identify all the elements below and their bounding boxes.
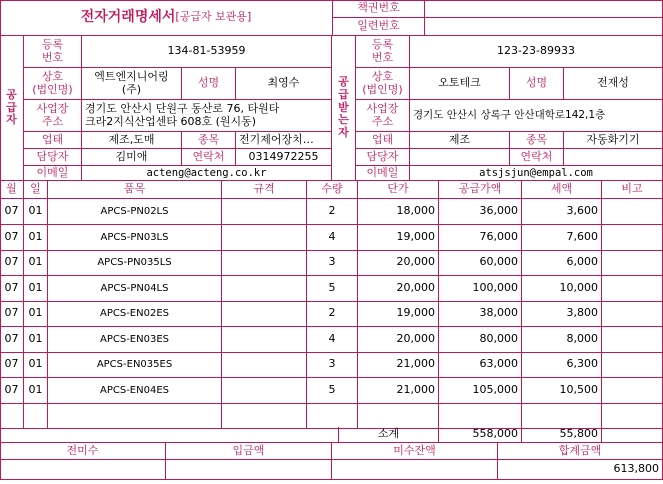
cell-month: 07 bbox=[0, 378, 24, 404]
receiver-biztype: 제조 bbox=[410, 132, 510, 149]
header-spec: 규격 bbox=[222, 181, 307, 199]
cell-spec bbox=[222, 250, 307, 276]
header-supply-amount: 공급가액 bbox=[439, 181, 522, 199]
cell-day: 01 bbox=[24, 199, 48, 225]
cell-unit-price bbox=[358, 403, 439, 429]
cell-item: APCS-EN035ES bbox=[48, 352, 222, 378]
cell-supply-amount: 105,000 bbox=[439, 378, 522, 404]
supplier-side-label: 공 급 자 bbox=[0, 36, 24, 181]
cell-day: 01 bbox=[24, 327, 48, 353]
receiver-address-label: 사업장 주소 bbox=[356, 100, 410, 132]
cell-item: APCS-PN03LS bbox=[48, 225, 222, 251]
supplier-email-label: 이메일 bbox=[24, 166, 82, 181]
supplier-name: 최영수 bbox=[236, 68, 332, 100]
cell-tax: 6,000 bbox=[522, 250, 602, 276]
cell-qty: 2 bbox=[307, 301, 358, 327]
serial-no-value bbox=[425, 18, 663, 36]
supplier-manager-label: 담당자 bbox=[24, 149, 82, 166]
receiver-bizitem: 자동화기기 bbox=[564, 132, 663, 149]
subtotal-supply: 558,000 bbox=[439, 427, 522, 443]
cell-note bbox=[602, 199, 663, 225]
supplier-manager: 김미애 bbox=[82, 149, 182, 166]
total-value: 613,800 bbox=[498, 460, 663, 480]
receiver-biztype-label: 업태 bbox=[356, 132, 410, 149]
cell-tax: 7,600 bbox=[522, 225, 602, 251]
cell-spec bbox=[222, 352, 307, 378]
receiver-regno: 123-23-89933 bbox=[410, 36, 663, 68]
cell-month: 07 bbox=[0, 250, 24, 276]
receiver-manager-label: 담당자 bbox=[356, 149, 410, 166]
cell-spec bbox=[222, 301, 307, 327]
cell-supply-amount: 100,000 bbox=[439, 276, 522, 302]
cell-unit-price: 21,000 bbox=[358, 352, 439, 378]
cell-note bbox=[602, 301, 663, 327]
cell-unit-price: 20,000 bbox=[358, 327, 439, 353]
cell-month: 07 bbox=[0, 327, 24, 353]
cell-note bbox=[602, 327, 663, 353]
cell-qty: 5 bbox=[307, 378, 358, 404]
cell-day: 01 bbox=[24, 352, 48, 378]
subtotal-note bbox=[602, 427, 663, 443]
supplier-company-label: 상호 (법인명) bbox=[24, 68, 82, 100]
unpaid-value bbox=[0, 460, 166, 480]
cell-item: APCS-PN035LS bbox=[48, 250, 222, 276]
receiver-contact-label: 연락처 bbox=[510, 149, 564, 166]
cell-note bbox=[602, 225, 663, 251]
cell-supply-amount: 80,000 bbox=[439, 327, 522, 353]
book-no-value bbox=[425, 0, 663, 18]
total-label: 합계금액 bbox=[498, 443, 663, 460]
supplier-regno: 134-81-53959 bbox=[82, 36, 332, 68]
cell-day: 01 bbox=[24, 378, 48, 404]
supplier-biztype-label: 업태 bbox=[24, 132, 82, 149]
cell-spec bbox=[222, 199, 307, 225]
header-month: 월 bbox=[0, 181, 24, 199]
cell-month: 07 bbox=[0, 352, 24, 378]
cell-item: APCS-EN02ES bbox=[48, 301, 222, 327]
cell-day: 01 bbox=[24, 250, 48, 276]
cell-unit-price: 20,000 bbox=[358, 276, 439, 302]
cell-qty: 3 bbox=[307, 352, 358, 378]
supplier-email: acteng@acteng.co.kr bbox=[82, 166, 332, 181]
supplier-address-label: 사업장 주소 bbox=[24, 100, 82, 132]
cell-spec bbox=[222, 225, 307, 251]
cell-month: 07 bbox=[0, 276, 24, 302]
cell-supply-amount: 60,000 bbox=[439, 250, 522, 276]
cell-qty: 4 bbox=[307, 327, 358, 353]
cell-qty bbox=[307, 403, 358, 429]
cell-spec bbox=[222, 327, 307, 353]
header-unit-price: 단가 bbox=[358, 181, 439, 199]
receiver-side-label: 공 급 받 는 자 bbox=[332, 36, 356, 181]
receiver-email-label: 이메일 bbox=[356, 166, 410, 181]
supplier-biztype: 제조,도매 bbox=[82, 132, 182, 149]
cell-month bbox=[0, 403, 24, 429]
cell-qty: 4 bbox=[307, 225, 358, 251]
cell-item: APCS-PN04LS bbox=[48, 276, 222, 302]
cell-tax bbox=[522, 403, 602, 429]
receiver-regno-label: 등록 번호 bbox=[356, 36, 410, 68]
supplier-company: 엑트엔지니어링 (주) bbox=[82, 68, 182, 100]
cell-unit-price: 20,000 bbox=[358, 250, 439, 276]
cell-day bbox=[24, 403, 48, 429]
supplier-name-label: 성명 bbox=[182, 68, 236, 100]
cell-spec bbox=[222, 276, 307, 302]
subtotal-label: 소계 bbox=[339, 427, 439, 443]
cell-unit-price: 21,000 bbox=[358, 378, 439, 404]
cell-item: APCS-EN03ES bbox=[48, 327, 222, 353]
cell-qty: 3 bbox=[307, 250, 358, 276]
cell-supply-amount: 76,000 bbox=[439, 225, 522, 251]
header-day: 일 bbox=[24, 181, 48, 199]
supplier-bizitem-label: 종목 bbox=[182, 132, 236, 149]
cell-month: 07 bbox=[0, 199, 24, 225]
supplier-contact: 0314972255 bbox=[236, 149, 332, 166]
cell-qty: 5 bbox=[307, 276, 358, 302]
received-value bbox=[166, 460, 332, 480]
balance-value bbox=[332, 460, 498, 480]
cell-unit-price: 18,000 bbox=[358, 199, 439, 225]
cell-note bbox=[602, 352, 663, 378]
supplier-regno-label: 등록 번호 bbox=[24, 36, 82, 68]
cell-day: 01 bbox=[24, 225, 48, 251]
receiver-company-label: 상호 (법인명) bbox=[356, 68, 410, 100]
receiver-address: 경기도 안산시 상록구 안산대학로142,1층 bbox=[410, 100, 663, 132]
cell-item: APCS-EN04ES bbox=[48, 378, 222, 404]
cell-day: 01 bbox=[24, 301, 48, 327]
cell-supply-amount: 38,000 bbox=[439, 301, 522, 327]
document-title bbox=[0, 0, 333, 36]
cell-tax: 10,500 bbox=[522, 378, 602, 404]
cell-note bbox=[602, 276, 663, 302]
cell-day: 01 bbox=[24, 276, 48, 302]
cell-note bbox=[602, 250, 663, 276]
cell-month: 07 bbox=[0, 225, 24, 251]
serial-no-label: 일련번호 bbox=[333, 18, 425, 36]
cell-supply-amount: 36,000 bbox=[439, 199, 522, 225]
receiver-contact bbox=[564, 149, 663, 166]
receiver-name-label: 성명 bbox=[510, 68, 564, 100]
cell-month: 07 bbox=[0, 301, 24, 327]
receiver-name: 전재성 bbox=[564, 68, 663, 100]
receiver-email: atsjsjun@empal.com bbox=[410, 166, 663, 181]
supplier-bizitem: 전기제어장치… bbox=[236, 132, 332, 149]
cell-unit-price: 19,000 bbox=[358, 301, 439, 327]
receiver-manager bbox=[410, 149, 510, 166]
balance-label: 미수잔액 bbox=[332, 443, 498, 460]
received-label: 입금액 bbox=[166, 443, 332, 460]
cell-tax: 3,800 bbox=[522, 301, 602, 327]
book-no-label: 책권번호 bbox=[333, 0, 425, 18]
header-item: 품목 bbox=[48, 181, 222, 199]
cell-note bbox=[602, 403, 663, 429]
supplier-address: 경기도 안산시 단원구 동산로 76, 타원타 크라2지식산업센타 608호 (원시동) bbox=[82, 100, 332, 132]
subtotal-spacer bbox=[0, 427, 339, 443]
cell-supply-amount: 63,000 bbox=[439, 352, 522, 378]
subtotal-tax: 55,800 bbox=[522, 427, 602, 443]
cell-qty: 2 bbox=[307, 199, 358, 225]
cell-unit-price: 19,000 bbox=[358, 225, 439, 251]
cell-tax: 3,600 bbox=[522, 199, 602, 225]
cell-spec bbox=[222, 403, 307, 429]
cell-item bbox=[48, 403, 222, 429]
cell-tax: 8,000 bbox=[522, 327, 602, 353]
cell-spec bbox=[222, 378, 307, 404]
cell-item: APCS-PN02LS bbox=[48, 199, 222, 225]
header-tax: 세액 bbox=[522, 181, 602, 199]
header-note: 비고 bbox=[602, 181, 663, 199]
receiver-bizitem-label: 종목 bbox=[510, 132, 564, 149]
supplier-contact-label: 연락처 bbox=[182, 149, 236, 166]
unpaid-label: 전미수 bbox=[0, 443, 166, 460]
cell-supply-amount bbox=[439, 403, 522, 429]
title-text: 전자거래명세서 bbox=[80, 9, 176, 26]
receiver-company: 오토테크 bbox=[410, 68, 510, 100]
subtitle-text: [공급자 보관용] bbox=[175, 10, 252, 24]
header-qty: 수량 bbox=[307, 181, 358, 199]
cell-tax: 10,000 bbox=[522, 276, 602, 302]
cell-note bbox=[602, 378, 663, 404]
cell-tax: 6,300 bbox=[522, 352, 602, 378]
